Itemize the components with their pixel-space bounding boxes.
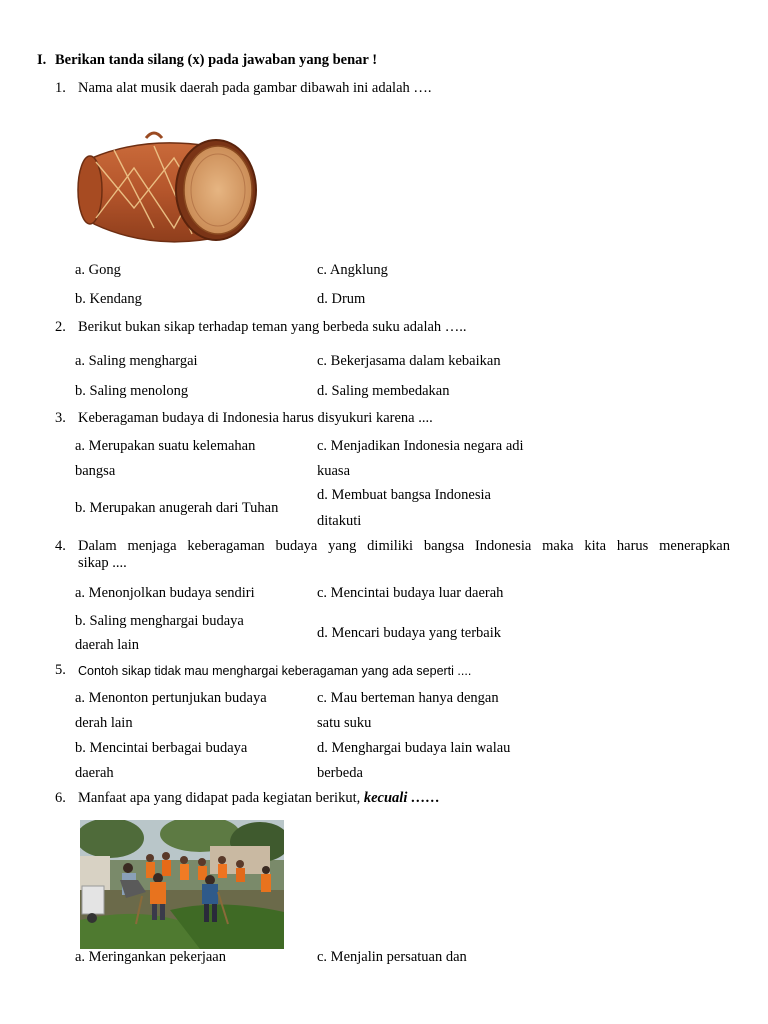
question-3-option-d[interactable]: d. Membuat bangsa Indonesia (317, 487, 491, 503)
question-5-option-c-cont[interactable]: satu suku (317, 715, 372, 731)
question-3-option-a[interactable]: a. Merupakan suatu kelemahan (75, 438, 256, 454)
question-1-option-b[interactable]: b. Kendang (75, 291, 142, 307)
question-5-option-d-cont[interactable]: berbeda (317, 765, 363, 781)
question-6-number: 6. (55, 790, 66, 806)
question-5-text: Contoh sikap tidak mau menghargai keberagaman yang ada seperti .... (78, 664, 472, 678)
question-2-option-b[interactable]: b. Saling menolong (75, 383, 189, 399)
question-6-text: Manfaat apa yang didapat pada kegiatan berikut, (78, 790, 361, 806)
question-2-option-d[interactable]: d. Saling membedakan (317, 383, 450, 399)
question-2-option-a[interactable]: a. Saling menghargai (75, 353, 198, 369)
question-3-number: 3. (55, 410, 66, 426)
question-4-option-a[interactable]: a. Menonjolkan budaya sendiri (75, 585, 255, 601)
question-4-text: Dalam menjaga keberagaman budaya yang dimiliki bangsa Indonesia maka kita harus menerapkan (78, 538, 730, 554)
question-4-number: 4. (55, 538, 66, 554)
question-4-option-d[interactable]: d. Mencari budaya yang terbaik (317, 625, 501, 641)
section-number: I. (37, 52, 47, 68)
question-5-option-a-cont[interactable]: derah lain (75, 715, 133, 731)
question-5-option-d[interactable]: d. Menghargai budaya lain walau (317, 740, 511, 756)
question-6-option-a[interactable]: a. Meringankan pekerjaan (75, 949, 226, 965)
question-6-option-c[interactable]: c. Menjalin persatuan dan (317, 949, 467, 965)
question-4-option-b-cont[interactable]: daerah lain (75, 637, 140, 653)
question-5-number: 5. (55, 662, 66, 678)
question-4-option-c[interactable]: c. Mencintai budaya luar daerah (317, 585, 504, 601)
question-2-number: 2. (55, 319, 66, 335)
section-instruction: Berikan tanda silang (x) pada jawaban yang benar ! (55, 52, 378, 68)
question-2-text: Berikut bukan sikap terhadap teman yang berbeda suku adalah ….. (78, 319, 467, 335)
question-3-option-b[interactable]: b. Merupakan anugerah dari Tuhan (75, 500, 279, 516)
kendang-drum-image (74, 128, 258, 252)
question-1-option-a[interactable]: a. Gong (75, 262, 121, 278)
question-1-option-d[interactable]: d. Drum (317, 291, 366, 307)
question-6-text-wrap (78, 790, 440, 807)
question-1-number: 1. (55, 80, 66, 96)
question-3-option-a-cont[interactable]: bangsa (75, 463, 116, 479)
question-1-option-c[interactable]: c. Angklung (317, 262, 388, 278)
question-3-text: Keberagaman budaya di Indonesia harus disyukuri karena .... (78, 410, 433, 426)
question-1-text: Nama alat musik daerah pada gambar dibawah ini adalah …. (78, 80, 432, 96)
question-3-option-c-cont[interactable]: kuasa (317, 463, 351, 479)
question-3-option-c[interactable]: c. Menjadikan Indonesia negara adi (317, 438, 524, 454)
question-6-emphasis: kecuali …… (363, 790, 440, 806)
question-5-option-b[interactable]: b. Mencintai berbagai budaya (75, 740, 248, 756)
question-4-text-cont: sikap .... (78, 555, 127, 571)
community-work-photo (80, 820, 284, 949)
question-4-option-b[interactable]: b. Saling menghargai budaya (75, 613, 244, 629)
question-3-option-d-cont[interactable]: ditakuti (317, 513, 362, 529)
question-5-option-a[interactable]: a. Menonton pertunjukan budaya (75, 690, 267, 706)
question-2-option-c[interactable]: c. Bekerjasama dalam kebaikan (317, 353, 501, 369)
question-5-option-c[interactable]: c. Mau berteman hanya dengan (317, 690, 499, 706)
question-5-option-b-cont[interactable]: daerah (75, 765, 114, 781)
